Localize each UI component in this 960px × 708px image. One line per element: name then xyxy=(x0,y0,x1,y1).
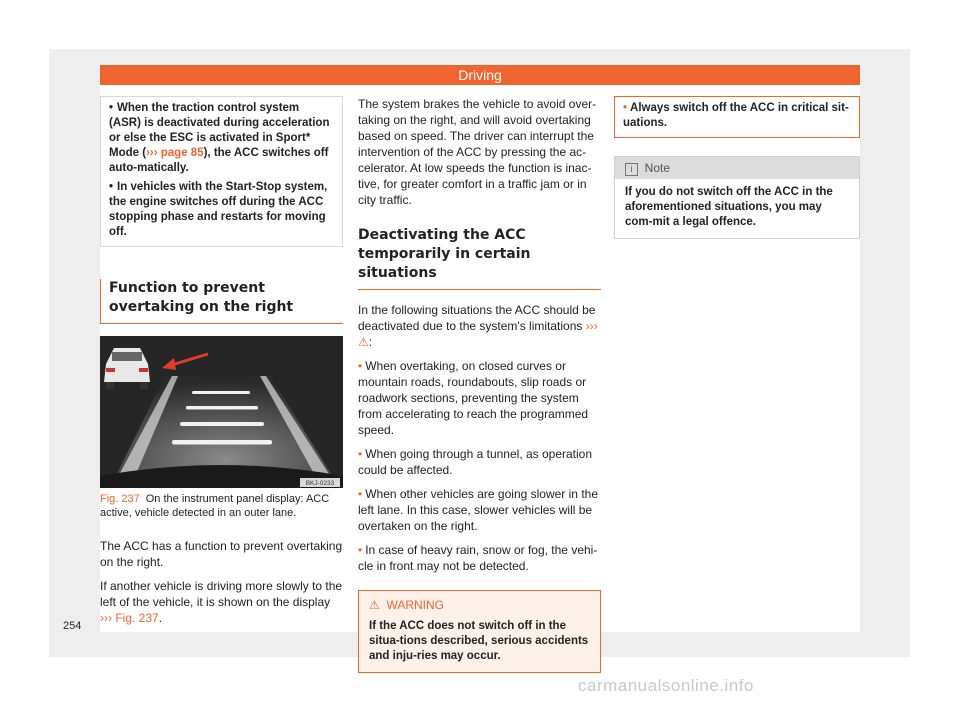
acc-display-illustration xyxy=(100,336,343,488)
list-item: • When overtaking, on closed curves or mountain roads, roundabouts, slip roads or roadwork sections, preventing the system from accelerating to reach the programmed speed. xyxy=(358,359,589,437)
bullet-dot: • xyxy=(109,102,114,114)
paragraph: The system brakes the vehicle to avoid over-taking on the right, and will avoid overtaking based on speed. The driver can interrupt the intervention of the ACC by pressing the ac-celerator. At low speeds the function is inac-tive, for greater comfort in a traffic jam or in city traffic. xyxy=(358,97,597,207)
column-3 xyxy=(614,96,860,239)
column-2 xyxy=(358,96,601,673)
bullet-dot: • xyxy=(358,359,363,373)
bullet-item: • In vehicles with the Start-Stop system, the engine switches off during the ACC stopping phase and restarts for moving off. xyxy=(109,181,328,238)
list-item: • When other vehicles are going slower in the left lane. In this case, slower vehicles will be overtaken on the right. xyxy=(358,487,598,533)
warning-triangle-icon: ⚠ xyxy=(369,598,380,612)
warning-text: If the ACC does not switch off in the situa-tions described, serious accidents and inju-ries may occur. xyxy=(369,620,589,662)
section-heading: Function to prevent overtaking on the right xyxy=(100,279,343,324)
paragraph: If another vehicle is driving more slowly to the left of the vehicle, it is shown on the display ››› Fig. 237. xyxy=(100,579,343,625)
paragraph: The ACC has a function to prevent overtaking on the right. xyxy=(100,539,343,569)
arrow-icon: ››› xyxy=(146,147,158,159)
arrow-icon: ››› xyxy=(585,319,598,333)
arrow-icon: ››› xyxy=(100,611,112,625)
bullet-dot: • xyxy=(109,181,114,193)
figure-code: BKJ-0233 xyxy=(305,480,335,487)
column-1 xyxy=(100,96,343,634)
page-header: Driving xyxy=(100,65,860,85)
watermark: carmanualsonline.info xyxy=(578,676,754,695)
bullet-dot: • xyxy=(623,102,628,114)
list-item: • When going through a tunnel, as operation could be affected. xyxy=(358,447,593,477)
note-box xyxy=(614,156,860,239)
bullet-dot: • xyxy=(358,543,363,557)
page-number: 254 xyxy=(63,620,82,632)
figure-caption: Fig. 237 On the instrument panel display: ACC active, vehicle detected in an outer lane. xyxy=(100,493,330,519)
page-link[interactable]: page 85 xyxy=(160,147,204,159)
figure-link[interactable]: Fig. 237 xyxy=(115,611,159,625)
bullet-item: • When the traction control system (ASR) is deactivated during acceleration or else the ESC is activated in Sport* Mode (››› page 85), the ACC switches off auto-matically. xyxy=(109,102,330,174)
note-text: If you do not switch off the ACC in the aforementioned situations, you may com-mit a legal offence. xyxy=(625,186,833,228)
paragraph: In the following situations the ACC should be deactivated due to the system's limitations ››› ⚠: xyxy=(358,303,598,349)
warning-box xyxy=(358,590,601,673)
list-item: • In case of heavy rain, snow or fog, the vehi-cle in front may not be detected. xyxy=(358,543,598,573)
warning-triangle-icon: ⚠ xyxy=(358,335,369,349)
bullet-item: • Always switch off the ACC in critical sit-uations. xyxy=(623,102,849,129)
bullet-box xyxy=(100,96,343,247)
bullet-dot: • xyxy=(358,447,363,461)
warning-title: ⚠ WARNING xyxy=(369,598,444,612)
figure-label: Fig. 237 xyxy=(100,493,140,505)
note-header: i Note xyxy=(615,157,859,179)
bullet-dot: • xyxy=(358,487,363,501)
bullet-box xyxy=(614,96,860,138)
info-icon: i xyxy=(625,163,638,176)
section-heading: Deactivating the ACC temporarily in certain situations xyxy=(358,226,601,290)
figure-image xyxy=(100,336,343,488)
